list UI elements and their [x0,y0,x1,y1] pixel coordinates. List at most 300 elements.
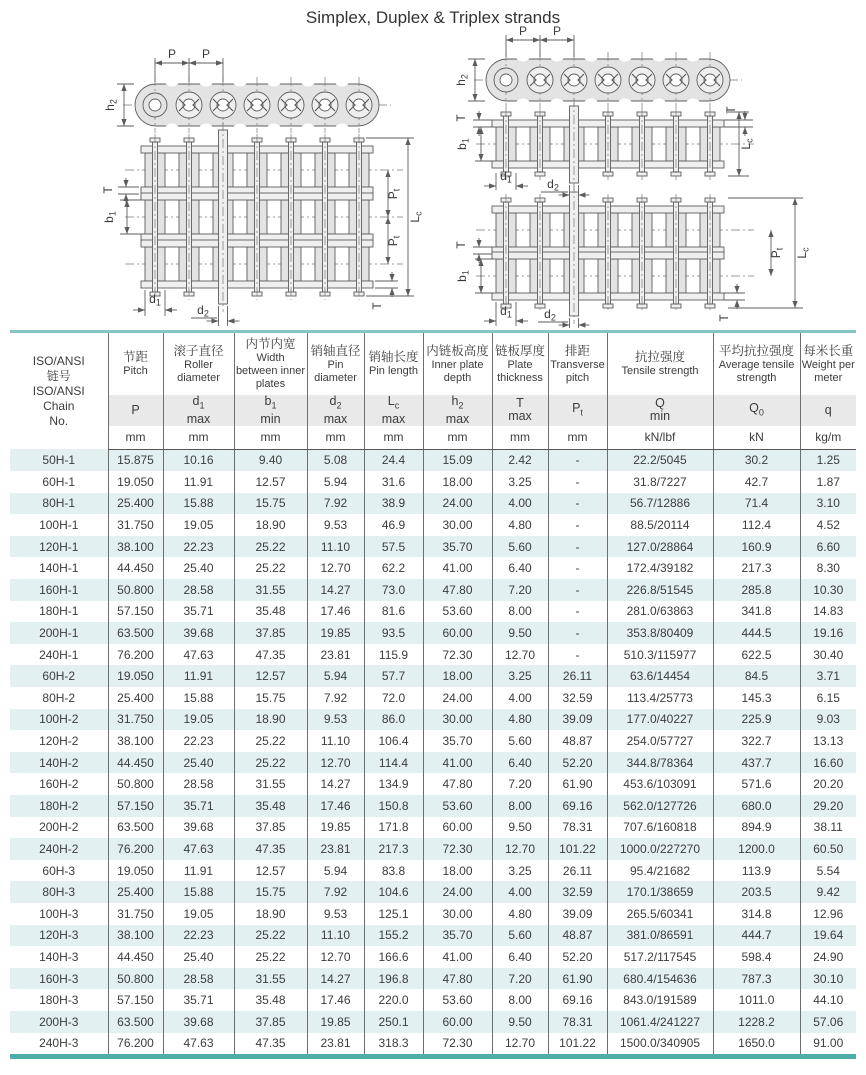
chain-no-cell: 240H-2 [39,841,79,856]
value-cell: 20.20 [800,773,856,795]
value-cell: 28.58 [163,579,234,601]
value-cell: 26.11 [548,860,607,882]
table-row [10,579,856,601]
value-cell: 177.0/40227 [607,709,713,731]
chain-no-cell: 120H-1 [39,539,79,554]
value-cell: 1200.0 [713,838,800,860]
value-cell: 25.22 [234,536,307,558]
value-cell: 35.71 [163,989,234,1011]
value-cell: 81.6 [364,601,423,623]
value-cell: 38.9 [364,493,423,515]
value-cell: 76.200 [108,1033,163,1057]
value-cell: 101.22 [548,1033,607,1057]
value-cell: 6.15 [800,687,856,709]
col-header-3: 内节内宽 Width between inner plates [234,332,307,396]
value-cell: 37.85 [234,622,307,644]
table-row [10,903,856,925]
dim-pt: $P_t$ [769,247,785,259]
value-cell: 5.94 [307,471,364,493]
value-cell: 63.500 [108,817,163,839]
value-cell: 57.5 [364,536,423,558]
value-cell: 47.35 [234,838,307,860]
value-cell: 7.20 [492,579,548,601]
value-cell: 25.400 [108,881,163,903]
value-cell: 47.63 [163,644,234,666]
value-cell: 160.9 [713,536,800,558]
value-cell: 38.100 [108,925,163,947]
value-cell: 101.22 [548,838,607,860]
value-cell: 170.1/38659 [607,881,713,903]
table-row [10,665,856,687]
value-cell: 63.500 [108,622,163,644]
chain-no-cell: 60H-3 [42,863,76,878]
dim-d2: $d_2$ [197,303,209,319]
value-cell: 341.8 [713,601,800,623]
col-symbol-3: $b_1$ min [234,395,307,426]
value-cell: 322.7 [713,730,800,752]
value-cell: 41.00 [423,946,492,968]
value-cell: - [548,557,607,579]
value-cell: 72.30 [423,644,492,666]
value-cell: 25.40 [163,946,234,968]
value-cell: 3.25 [492,471,548,493]
value-cell: 35.70 [423,536,492,558]
value-cell: 4.00 [492,881,548,903]
value-cell: 12.70 [492,644,548,666]
value-cell: 24.00 [423,687,492,709]
value-cell: 9.42 [800,881,856,903]
value-cell: 217.3 [713,557,800,579]
value-cell: 4.00 [492,687,548,709]
value-cell: 19.05 [163,514,234,536]
value-cell: 63.6/14454 [607,665,713,687]
value-cell: 50.800 [108,968,163,990]
table-header [10,332,856,450]
value-cell: 50.800 [108,773,163,795]
triplex-plan-view [125,122,403,312]
value-cell: 86.0 [364,709,423,731]
value-cell: 9.53 [307,514,364,536]
value-cell: 93.5 [364,622,423,644]
value-cell: 24.4 [364,449,423,471]
value-cell: 12.70 [307,557,364,579]
value-cell: 353.8/80409 [607,622,713,644]
value-cell: 12.70 [307,752,364,774]
chain-no-cell: 80H-3 [42,885,76,900]
value-cell: 19.050 [108,471,163,493]
chain-no-cell: 60H-1 [42,474,76,489]
header-name-row [10,332,856,396]
chain-no-cell: 140H-1 [39,561,79,576]
chain-no-cell: 120H-3 [39,928,79,943]
value-cell: 3.10 [800,493,856,515]
value-cell: 48.87 [548,925,607,947]
table-row [10,860,856,882]
table-body [10,449,856,1057]
value-cell: 9.53 [307,709,364,731]
value-cell: 14.83 [800,601,856,623]
value-cell: 10.16 [163,449,234,471]
value-cell: 9.40 [234,449,307,471]
spec-table [10,330,856,1059]
value-cell: 60.00 [423,817,492,839]
value-cell: 2.42 [492,449,548,471]
col-header-2: 滚子直径 Roller diameter [163,332,234,396]
value-cell: 22.2/5045 [607,449,713,471]
value-cell: 35.71 [163,601,234,623]
value-cell: 5.08 [307,449,364,471]
value-cell: 19.85 [307,1011,364,1033]
value-cell: 18.00 [423,665,492,687]
value-cell: 6.40 [492,557,548,579]
value-cell: 47.63 [163,838,234,860]
value-cell: 125.1 [364,903,423,925]
table-row [10,536,856,558]
chain-no-cell: 240H-3 [39,1036,79,1051]
value-cell: 5.54 [800,860,856,882]
value-cell: 30.2 [713,449,800,471]
value-cell: 9.03 [800,709,856,731]
table-row [10,644,856,666]
value-cell: 71.4 [713,493,800,515]
dim-b1: $b_1$ [455,138,471,150]
value-cell: 16.60 [800,752,856,774]
value-cell: 63.500 [108,1011,163,1033]
value-cell: 30.00 [423,514,492,536]
value-cell: - [548,601,607,623]
value-cell: 680.0 [713,795,800,817]
value-cell: 17.46 [307,989,364,1011]
value-cell: 7.92 [307,687,364,709]
chain-no-cell: 180H-3 [39,993,79,1008]
value-cell: 37.85 [234,1011,307,1033]
table-row [10,709,856,731]
value-cell: 18.00 [423,471,492,493]
col-unit-11: kg/m [800,426,856,450]
value-cell: 254.0/57727 [607,730,713,752]
dim-h2: $h_2$ [454,74,470,86]
value-cell: 61.90 [548,968,607,990]
value-cell: 25.40 [163,557,234,579]
table-row [10,925,856,947]
value-cell: 510.3/115977 [607,644,713,666]
value-cell: 7.20 [492,968,548,990]
value-cell: 72.30 [423,838,492,860]
value-cell: 1500.0/340905 [607,1033,713,1057]
table-row [10,881,856,903]
chain-no-cell: 120H-2 [39,734,79,749]
value-cell: 15.88 [163,493,234,515]
value-cell: 56.7/12886 [607,493,713,515]
value-cell: 47.35 [234,1033,307,1057]
value-cell: 7.92 [307,881,364,903]
value-cell: 11.91 [163,860,234,882]
col-symbol-10: $Q_0$ [713,395,800,426]
chain-no-cell: 100H-1 [39,518,79,533]
col-header-9: 抗拉强度 Tensile strength [607,332,713,396]
col-symbol-5: $L_c$ max [364,395,423,426]
value-cell: 23.81 [307,1033,364,1057]
value-cell: 571.6 [713,773,800,795]
value-cell: 35.48 [234,601,307,623]
chain-no-cell: 100H-3 [39,906,79,921]
header-symbol-row [10,395,856,426]
value-cell: 60.00 [423,1011,492,1033]
value-cell: 35.70 [423,925,492,947]
value-cell: 843.0/191589 [607,989,713,1011]
value-cell: 31.6 [364,471,423,493]
col-symbol-11: q [800,395,856,426]
value-cell: 18.90 [234,709,307,731]
col-symbol-1: P [108,395,163,426]
col-unit-9: kN/lbf [607,426,713,450]
value-cell: 145.3 [713,687,800,709]
value-cell: 76.200 [108,838,163,860]
value-cell: 88.5/20114 [607,514,713,536]
col-header-5: 销轴长度 Pin length [364,332,423,396]
dim-d1: $d_1$ [149,292,161,308]
value-cell: 1650.0 [713,1033,800,1057]
value-cell: 38.11 [800,817,856,839]
value-cell: 10.30 [800,579,856,601]
col-unit-5: mm [364,426,423,450]
value-cell: 15.88 [163,881,234,903]
value-cell: 53.60 [423,795,492,817]
table-row [10,730,856,752]
value-cell: 95.4/21682 [607,860,713,882]
col-header-7: 链板厚度 Plate thickness [492,332,548,396]
value-cell: 31.55 [234,968,307,990]
dim-p: P [552,25,562,38]
dim-t: T [724,106,738,114]
duplex-plan-view [476,184,754,324]
value-cell: - [548,471,607,493]
dim-p: P [167,47,177,61]
value-cell: 1061.4/241227 [607,1011,713,1033]
value-cell: 680.4/154636 [607,968,713,990]
value-cell: 15.875 [108,449,163,471]
value-cell: 787.3 [713,968,800,990]
value-cell: 225.9 [713,709,800,731]
value-cell: 57.150 [108,795,163,817]
value-cell: 444.5 [713,622,800,644]
chain-no-cell: 200H-2 [39,820,79,835]
value-cell: 19.85 [307,622,364,644]
value-cell: 250.1 [364,1011,423,1033]
value-cell: 114.4 [364,752,423,774]
header-unit-row [10,426,856,450]
value-cell: 11.91 [163,665,234,687]
value-cell: 38.100 [108,730,163,752]
value-cell: 281.0/63863 [607,601,713,623]
value-cell: 8.00 [492,795,548,817]
value-cell: 1.87 [800,471,856,493]
value-cell: 31.750 [108,709,163,731]
value-cell: 19.64 [800,925,856,947]
value-cell: 150.8 [364,795,423,817]
value-cell: 44.450 [108,752,163,774]
value-cell: 7.92 [307,493,364,515]
value-cell: 25.40 [163,752,234,774]
value-cell: 11.10 [307,730,364,752]
value-cell: 314.8 [713,903,800,925]
value-cell: 226.8/51545 [607,579,713,601]
value-cell: 32.59 [548,687,607,709]
dim-t: T [454,241,468,249]
value-cell: 52.20 [548,752,607,774]
value-cell: 5.60 [492,925,548,947]
dim-pt: $P_t$ [386,235,402,247]
value-cell: 24.90 [800,946,856,968]
value-cell: 8.00 [492,601,548,623]
value-cell: 47.80 [423,968,492,990]
value-cell: 47.35 [234,644,307,666]
value-cell: 72.30 [423,1033,492,1057]
value-cell: 30.10 [800,968,856,990]
value-cell: 453.6/103091 [607,773,713,795]
value-cell: 217.3 [364,838,423,860]
value-cell: 31.750 [108,903,163,925]
value-cell: 203.5 [713,881,800,903]
value-cell: 24.00 [423,881,492,903]
value-cell: 18.00 [423,860,492,882]
value-cell: 9.50 [492,1011,548,1033]
value-cell: 172.4/39182 [607,557,713,579]
value-cell: 4.00 [492,493,548,515]
value-cell: 39.09 [548,709,607,731]
dim-lc: $L_c$ [739,138,755,150]
dim-b1: $b_1$ [455,270,471,282]
chain-no-cell: 140H-3 [39,949,79,964]
value-cell: 5.60 [492,536,548,558]
dim-b1: $b_1$ [102,211,118,223]
value-cell: 44.450 [108,557,163,579]
chain-no-cell: 80H-2 [42,690,76,705]
value-cell: 23.81 [307,644,364,666]
value-cell: 14.27 [307,773,364,795]
col-symbol-6: $h_2$ max [423,395,492,426]
value-cell: 19.85 [307,817,364,839]
value-cell: 35.48 [234,989,307,1011]
value-cell: 25.22 [234,925,307,947]
value-cell: 1000.0/227270 [607,838,713,860]
value-cell: 35.71 [163,795,234,817]
value-cell: 84.5 [713,665,800,687]
value-cell: 31.750 [108,514,163,536]
value-cell: 894.9 [713,817,800,839]
value-cell: 17.46 [307,795,364,817]
value-cell: 517.2/117545 [607,946,713,968]
value-cell: 17.46 [307,601,364,623]
value-cell: 28.58 [163,773,234,795]
dim-p: P [518,25,528,38]
chain-no-cell: 160H-1 [39,582,79,597]
value-cell: 3.25 [492,665,548,687]
value-cell: 19.050 [108,860,163,882]
value-cell: 29.20 [800,795,856,817]
table-row [10,1011,856,1033]
chain-no-cell: 160H-2 [39,777,79,792]
value-cell: 437.7 [713,752,800,774]
col-header-11: 每米长重 Weight per meter [800,332,856,396]
value-cell: 19.16 [800,622,856,644]
col-unit-6: mm [423,426,492,450]
value-cell: 6.40 [492,752,548,774]
col-symbol-7: T max [492,395,548,426]
value-cell: 3.71 [800,665,856,687]
page-title: Simplex, Duplex & Triplex strands [305,8,561,27]
value-cell: 44.10 [800,989,856,1011]
value-cell: 72.0 [364,687,423,709]
chain-no-cell: 100H-2 [39,712,79,727]
table-row [10,946,856,968]
value-cell: 127.0/28864 [607,536,713,558]
value-cell: 53.60 [423,601,492,623]
value-cell: 24.00 [423,493,492,515]
value-cell: 23.81 [307,838,364,860]
table-row [10,795,856,817]
chain-no-cell: 140H-2 [39,755,79,770]
value-cell: 52.20 [548,946,607,968]
value-cell: 15.75 [234,687,307,709]
value-cell: 46.9 [364,514,423,536]
dim-d2: $d_2$ [547,177,559,193]
value-cell: 78.31 [548,817,607,839]
table-row [10,1033,856,1057]
table-row [10,989,856,1011]
value-cell: - [548,514,607,536]
value-cell: 14.27 [307,579,364,601]
value-cell: 57.150 [108,989,163,1011]
table-row [10,493,856,515]
value-cell: 37.85 [234,817,307,839]
value-cell: 12.57 [234,471,307,493]
value-cell: 31.55 [234,773,307,795]
value-cell: 113.4/25773 [607,687,713,709]
value-cell: 73.0 [364,579,423,601]
value-cell: 112.4 [713,514,800,536]
chain-no-cell: 200H-3 [39,1014,79,1029]
value-cell: 22.23 [163,925,234,947]
value-cell: - [548,622,607,644]
value-cell: 12.57 [234,860,307,882]
dim-t: T [717,314,731,322]
value-cell: 61.90 [548,773,607,795]
value-cell: 19.05 [163,709,234,731]
value-cell: 171.8 [364,817,423,839]
table-row [10,687,856,709]
col-unit-7: mm [492,426,548,450]
value-cell: 18.90 [234,514,307,536]
value-cell: 285.8 [713,579,800,601]
col-header-6: 内链板高度 Inner plate depth [423,332,492,396]
table-row [10,557,856,579]
value-cell: 598.4 [713,946,800,968]
value-cell: 15.88 [163,687,234,709]
value-cell: 13.13 [800,730,856,752]
table-row [10,601,856,623]
value-cell: 57.150 [108,601,163,623]
value-cell: 39.68 [163,1011,234,1033]
value-cell: 12.70 [492,1033,548,1057]
value-cell: 60.00 [423,622,492,644]
col-header-4: 销轴直径 Pin diameter [307,332,364,396]
value-cell: 26.11 [548,665,607,687]
value-cell: 1011.0 [713,989,800,1011]
value-cell: 4.80 [492,903,548,925]
value-cell: 12.70 [307,946,364,968]
col-unit-4: mm [307,426,364,450]
